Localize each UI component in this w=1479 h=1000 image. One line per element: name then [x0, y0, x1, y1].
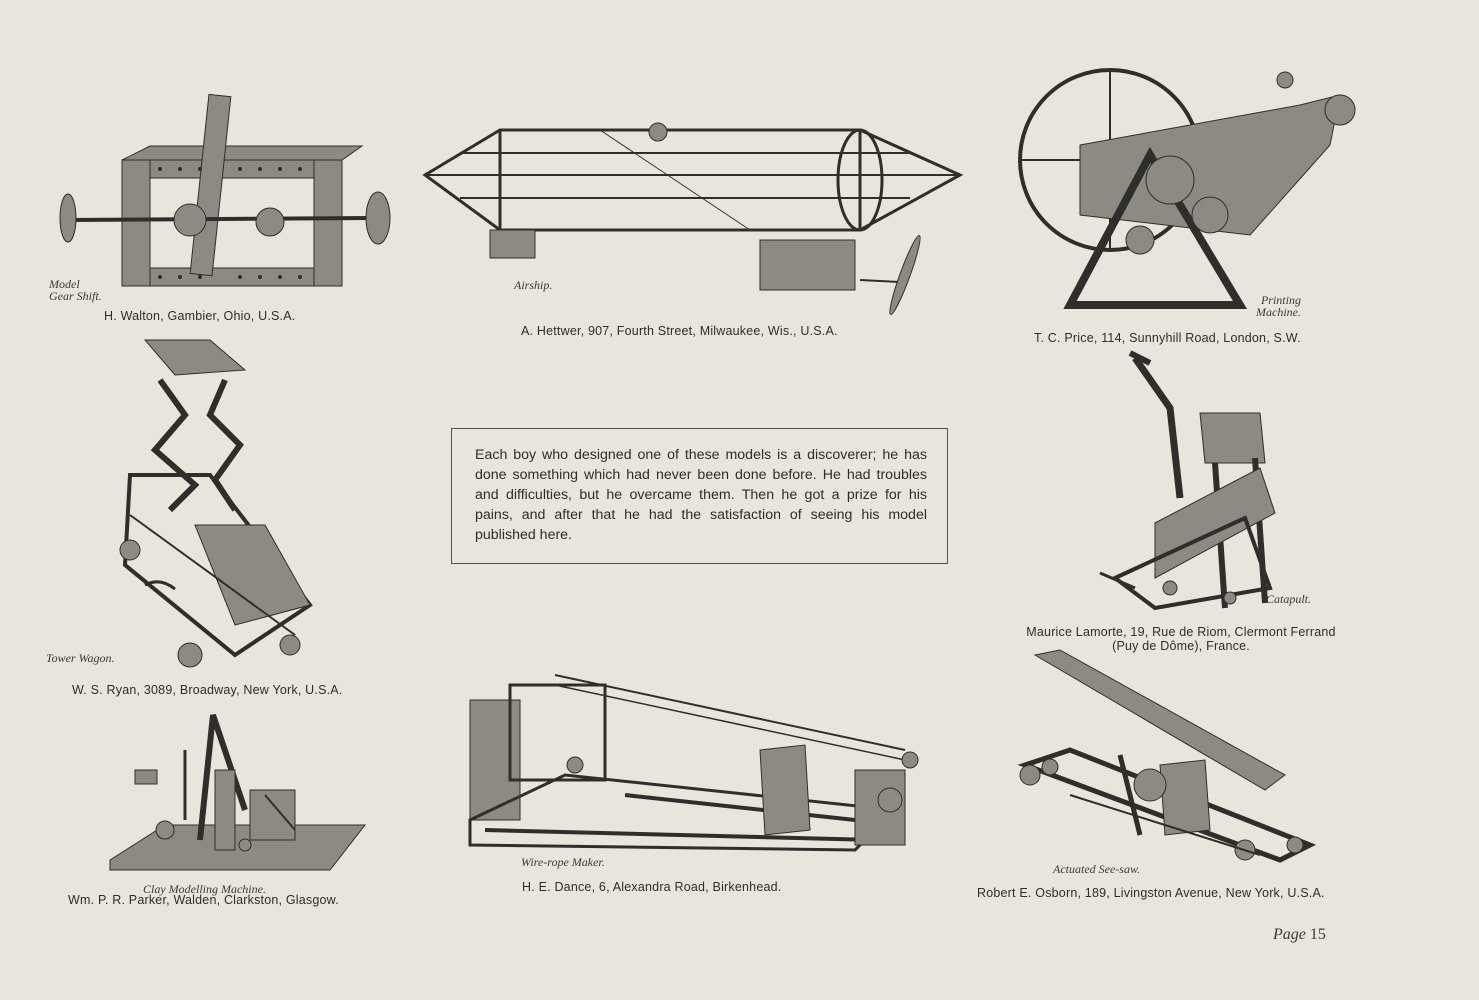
catapult-icon	[1095, 348, 1305, 620]
see-saw-caption: Actuated See-saw.	[1053, 862, 1141, 876]
gear-shift-caption: Model Gear Shift.	[49, 277, 102, 303]
wire-rope-maker-icon	[465, 660, 925, 860]
wire-rope-maker-credit: H. E. Dance, 6, Alexandra Road, Birkenhead.	[522, 880, 782, 894]
airship-caption: Airship.	[514, 278, 553, 292]
clay-modelling-machine-credit: Wm. P. R. Parker, Walden, Clarkston, Glasgow.	[68, 893, 339, 907]
printing-machine-icon	[1010, 65, 1365, 315]
tower-wagon-icon	[115, 335, 320, 680]
see-saw-illustration	[1010, 645, 1320, 870]
catapult-caption: Catapult.	[1266, 592, 1312, 606]
printing-machine-caption: Printing Machine.	[1256, 293, 1301, 319]
see-saw-icon	[1010, 645, 1320, 870]
tower-wagon-credit: W. S. Ryan, 3089, Broadway, New York, U.S.A.	[72, 683, 343, 697]
tower-wagon-caption: Tower Wagon.	[46, 651, 115, 665]
gear-shift-credit: H. Walton, Gambier, Ohio, U.S.A.	[104, 309, 296, 323]
page-number	[1273, 926, 1326, 944]
clay-modelling-machine-caption: Clay Modelling Machine.	[143, 882, 266, 896]
airship-credit: A. Hettwer, 907, Fourth Street, Milwaukee, Wis., U.S.A.	[521, 324, 838, 338]
page-number-value: 15	[1309, 926, 1326, 943]
see-saw-credit: Robert E. Osborn, 189, Livingston Avenue, New York, U.S.A.	[977, 886, 1325, 900]
printing-machine-credit: T. C. Price, 114, Sunnyhill Road, London, S.W.	[1034, 331, 1301, 345]
airship-icon	[420, 120, 965, 320]
gear-shift-illustration	[50, 90, 400, 305]
printing-machine-illustration	[1010, 65, 1365, 315]
airship-illustration	[420, 120, 965, 320]
notice-text: Each boy who designed one of these models is a discoverer; he has done something which had never been done before. He had troubles and difficulties, but he overcame them. Then he got a prize for his pains, and after that he had the satisfaction of seeing his model published here.	[475, 447, 927, 543]
clay-modelling-machine-icon	[105, 710, 365, 880]
catapult-illustration	[1095, 348, 1305, 620]
designer-notice	[451, 428, 948, 564]
clay-modelling-machine-illustration	[105, 710, 365, 880]
page-label: Page	[1273, 926, 1306, 943]
gear-shift-icon	[50, 90, 400, 305]
tower-wagon-illustration	[115, 335, 320, 680]
wire-rope-maker-caption: Wire-rope Maker.	[521, 855, 605, 869]
catapult-credit: Maurice Lamorte, 19, Rue de Riom, Clermont Ferrand (Puy de Dôme), France.	[1026, 625, 1336, 653]
wire-rope-maker-illustration	[465, 660, 925, 860]
